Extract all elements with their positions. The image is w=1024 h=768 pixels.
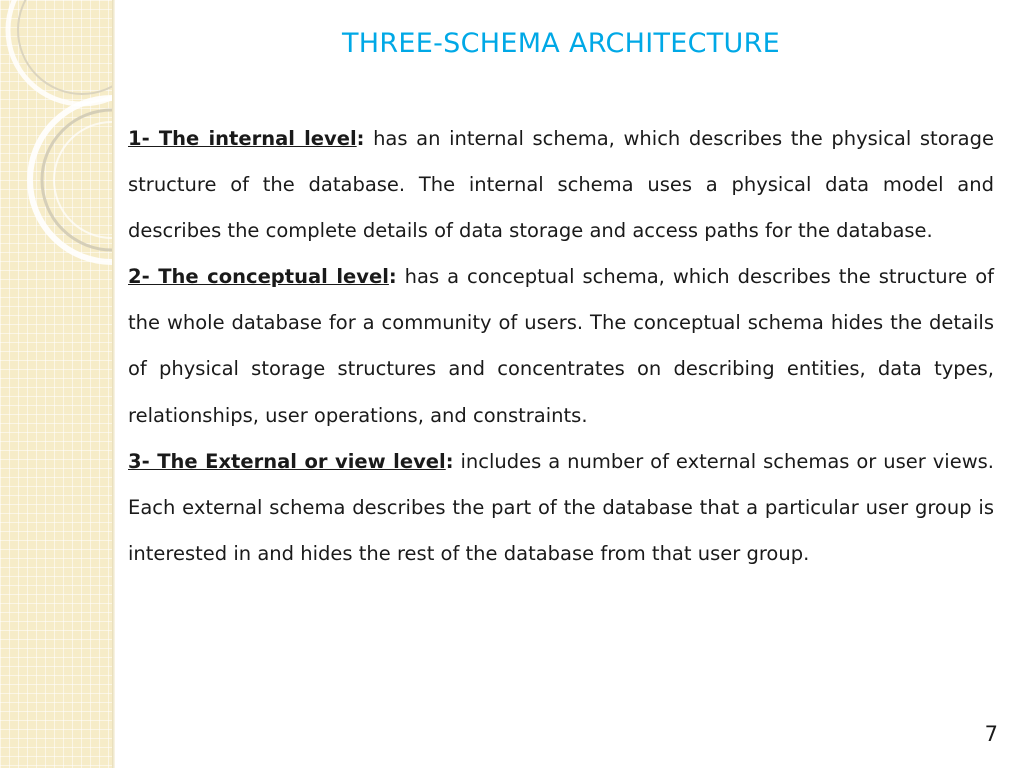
conceptual-level-colon: :: [388, 265, 397, 289]
internal-level-heading: 1- The internal level: [128, 127, 357, 150]
internal-level-colon: :: [356, 127, 365, 150]
paragraph-conceptual-level: [128, 254, 994, 438]
internal-level-text: has an internal schema, which describes the physical storage structure of the database. The internal schema uses a physical data model and describes the complete details of data storage and access paths for the database.: [128, 127, 994, 243]
paragraph-external-level: [128, 439, 994, 577]
conceptual-level-text: has a conceptual schema, which describes the structure of the whole database for a community of users. The conceptual schema hides the details of physical storage structures and concentrates on describing entities, data types, relationships, user operations, and constraints.: [128, 265, 994, 427]
external-level-heading: 3- The External or view level: [128, 449, 446, 473]
slide-body: [128, 116, 994, 577]
external-level-text: includes a number of external schemas or user views. Each external schema describes the part of the database that a particular user group is interested in and hides the rest of the database from that user group.: [128, 449, 995, 565]
external-level-colon: :: [445, 449, 454, 473]
page-number: 7: [984, 722, 998, 746]
slide-title: THREE-SCHEMA ARCHITECTURE: [341, 28, 781, 59]
conceptual-level-heading: 2- The conceptual level: [128, 265, 389, 289]
decorative-rings: [0, 0, 112, 768]
decorative-sidebar: [0, 0, 112, 768]
sidebar-divider: [112, 0, 115, 768]
paragraph-internal-level: [128, 116, 994, 254]
